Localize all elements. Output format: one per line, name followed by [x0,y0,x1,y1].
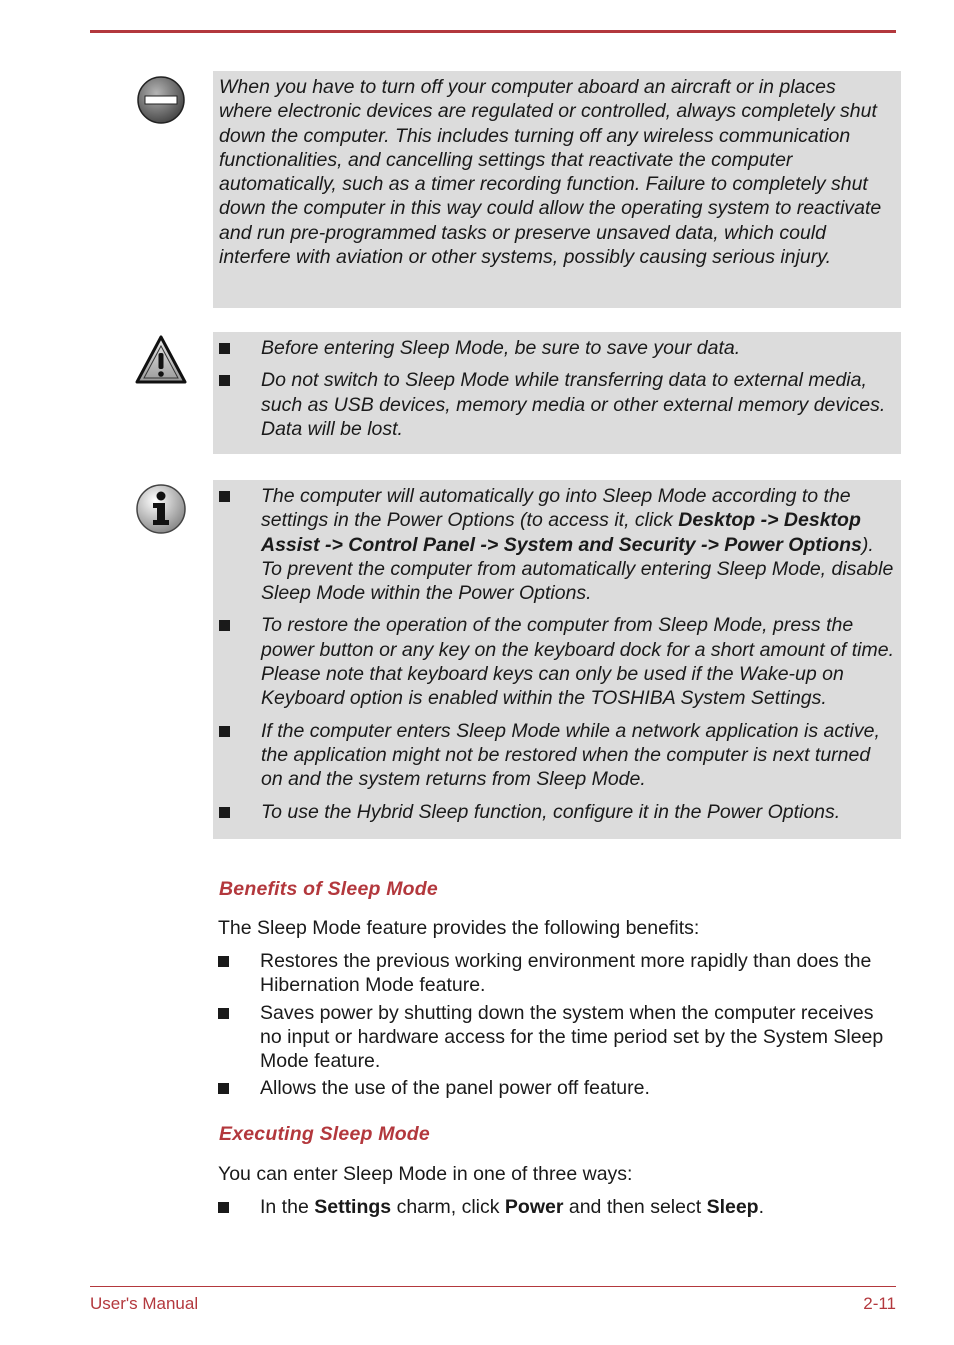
section-heading-benefits: Benefits of Sleep Mode [219,878,438,900]
bullet-square-icon [219,491,230,502]
page-number: 2-11 [863,1294,896,1313]
header-rule [90,30,896,33]
control-panel-path: Desktop -> Desktop Assist -> Control Panel -> System and Security -> Power Options [261,509,862,556]
bullet-square-icon [219,375,230,386]
bullet-square-icon [218,1202,229,1213]
benefits-intro: The Sleep Mode feature provides the following benefits: [218,917,700,939]
caution-note [213,332,901,454]
list-item: Do not switch to Sleep Mode while transferring data to external media, such as USB devices, memory media or other external memory devices. Data will be lost. [213,368,901,441]
prohibition-note [213,71,901,308]
bullet-square-icon [218,1008,229,1019]
list-item: Restores the previous working environment more rapidly than does the Hibernation Mode feature. [218,949,898,998]
list-item: In the Settings charm, click Power and then select Sleep. [218,1195,898,1219]
list-item: If the computer enters Sleep Mode while a network application is active, the application might not be restored when the computer is next turned on and the system returns from Sleep Mode. [213,719,901,792]
list-item: Before entering Sleep Mode, be sure to save your data. [213,336,901,360]
list-item: Allows the use of the panel power off feature. [218,1076,898,1100]
no-entry-icon [134,74,188,128]
benefits-list [218,949,898,1101]
warning-triangle-icon [134,334,188,388]
bullet-square-icon [219,726,230,737]
info-list [213,484,901,824]
bullet-square-icon [219,807,230,818]
list-item: To use the Hybrid Sleep function, configure it in the Power Options. [213,800,901,824]
list-item: Saves power by shutting down the system when the computer receives no input or hardware access for the time period set by the System Sleep Mode feature. [218,1001,898,1074]
footer-manual-title: User's Manual [90,1294,199,1313]
footer-rule [90,1286,896,1287]
bullet-square-icon [219,620,230,631]
list-item: The computer will automatically go into Sleep Mode according to the settings in the Power Options (to access it, click Desktop -> Desktop Assist -> Control Panel -> System and Security -> Power Options). To prevent the computer from automatically entering Sleep Mode, disable Sleep Mode within the Power Options. [213,484,901,605]
prohibition-note-text: When you have to turn off your computer aboard an aircraft or in places where electronic devices are regulated or controlled, always completely shut down the computer. This includes turning off any wireless communication functionalities, and cancelling settings that reactivate the computer automatically, such as a timer recording function. Failure to completely shut down the computer in this way could allow the operating system to reactivate and run pre-programmed tasks or preserve unsaved data, which could interfere with aviation or other systems, possibly causing serious injury. [219,76,882,269]
executing-list [218,1195,898,1219]
info-icon [134,482,188,536]
section-heading-executing: Executing Sleep Mode [219,1123,430,1145]
caution-list [213,336,901,441]
info-note [213,480,901,839]
executing-intro: You can enter Sleep Mode in one of three ways: [218,1163,633,1185]
bullet-square-icon [218,1083,229,1094]
list-item: To restore the operation of the computer from Sleep Mode, press the power button or any key on the keyboard dock for a short amount of time. Please note that keyboard keys can only be used if the Wake-up on Keyboard option is enabled within the TOSHIBA System Settings. [213,613,901,710]
bullet-square-icon [218,956,229,967]
bullet-square-icon [219,343,230,354]
